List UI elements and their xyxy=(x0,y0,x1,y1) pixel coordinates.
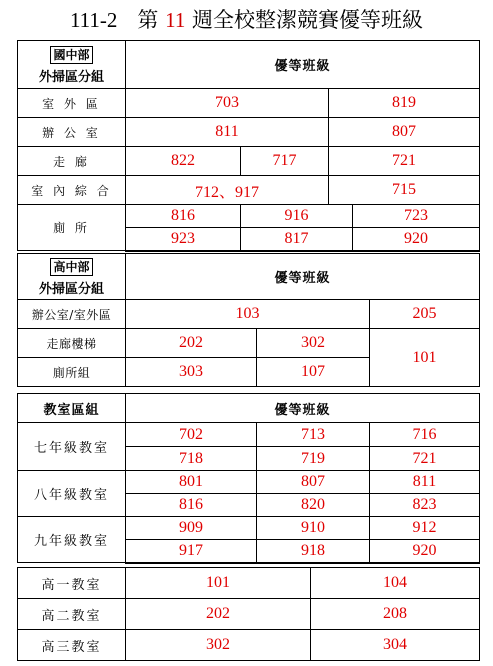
class-number: 723 xyxy=(353,205,480,228)
row-label: 辦公室/室外區 xyxy=(18,300,126,329)
class-number: 920 xyxy=(370,540,480,563)
class-number: 712、917 xyxy=(126,176,329,205)
class-number: 718 xyxy=(126,447,257,471)
class-number: 703 xyxy=(126,89,329,118)
classroom-group-label: 教室區組 xyxy=(18,394,126,423)
class-number: 717 xyxy=(241,147,329,176)
class-number: 101 xyxy=(126,568,311,599)
class-number: 912 xyxy=(370,517,480,540)
class-number: 208 xyxy=(311,599,480,630)
class-number: 822 xyxy=(126,147,241,176)
junior-table xyxy=(17,40,480,252)
classroom-table xyxy=(17,393,480,564)
class-number: 715 xyxy=(329,176,480,205)
class-number: 202 xyxy=(126,329,257,358)
junior-header: 優等班級 xyxy=(126,41,480,89)
class-number: 909 xyxy=(126,517,257,540)
class-number: 811 xyxy=(126,118,329,147)
classroom-header: 優等班級 xyxy=(126,394,480,423)
row-label: 九年級教室 xyxy=(18,517,126,563)
row-label: 走廊樓梯 xyxy=(18,329,126,358)
class-number: 304 xyxy=(311,630,480,661)
class-number: 801 xyxy=(126,471,257,494)
class-number: 807 xyxy=(257,471,370,494)
senior-group-label: 外掃區分組 xyxy=(38,282,104,297)
senior-table xyxy=(17,253,480,387)
row-label: 室 外 區 xyxy=(18,89,126,118)
class-number: 823 xyxy=(370,494,480,517)
class-number: 817 xyxy=(241,228,353,251)
senior-badge: 高中部 xyxy=(50,258,92,276)
row-label: 八年級教室 xyxy=(18,471,126,517)
class-number: 202 xyxy=(126,599,311,630)
junior-badge: 國中部 xyxy=(50,46,92,64)
class-number: 816 xyxy=(126,205,241,228)
row-label: 七年級教室 xyxy=(18,423,126,471)
row-label: 室 內 綜 合 xyxy=(18,176,126,205)
class-number: 702 xyxy=(126,423,257,447)
class-number: 820 xyxy=(257,494,370,517)
class-number: 721 xyxy=(370,447,480,471)
junior-group-label: 外掃區分組 xyxy=(38,70,104,85)
class-number: 807 xyxy=(329,118,480,147)
row-label: 廁所組 xyxy=(18,358,126,387)
class-number: 910 xyxy=(257,517,370,540)
class-number: 303 xyxy=(126,358,257,387)
class-number: 205 xyxy=(370,300,480,329)
class-number: 721 xyxy=(329,147,480,176)
senior-classroom-table xyxy=(17,567,480,661)
class-number: 918 xyxy=(257,540,370,563)
row-label: 高二教室 xyxy=(18,599,126,630)
senior-group-cell xyxy=(18,254,126,300)
class-number: 104 xyxy=(311,568,480,599)
class-number: 302 xyxy=(257,329,370,358)
senior-header: 優等班級 xyxy=(126,254,480,300)
page-title xyxy=(0,0,493,40)
row-label: 走 廊 xyxy=(18,147,126,176)
title-suffix: 週全校整潔競賽優等班級 xyxy=(192,8,424,32)
row-label: 廁 所 xyxy=(18,205,126,251)
title-di: 第 xyxy=(137,8,159,32)
class-number: 713 xyxy=(257,423,370,447)
class-number: 923 xyxy=(126,228,241,251)
class-number: 103 xyxy=(126,300,370,329)
junior-group-cell xyxy=(18,41,126,89)
class-number: 916 xyxy=(241,205,353,228)
class-number: 101 xyxy=(370,329,480,387)
class-number: 819 xyxy=(329,89,480,118)
class-number: 816 xyxy=(126,494,257,517)
class-number: 917 xyxy=(126,540,257,563)
class-number: 920 xyxy=(353,228,480,251)
title-week-number: 11 xyxy=(165,8,186,32)
class-number: 719 xyxy=(257,447,370,471)
row-label: 辦 公 室 xyxy=(18,118,126,147)
class-number: 302 xyxy=(126,630,311,661)
class-number: 811 xyxy=(370,471,480,494)
class-number: 716 xyxy=(370,423,480,447)
row-label: 高一教室 xyxy=(18,568,126,599)
class-number: 107 xyxy=(257,358,370,387)
row-label: 高三教室 xyxy=(18,630,126,661)
title-prefix: 111-2 xyxy=(69,8,118,32)
